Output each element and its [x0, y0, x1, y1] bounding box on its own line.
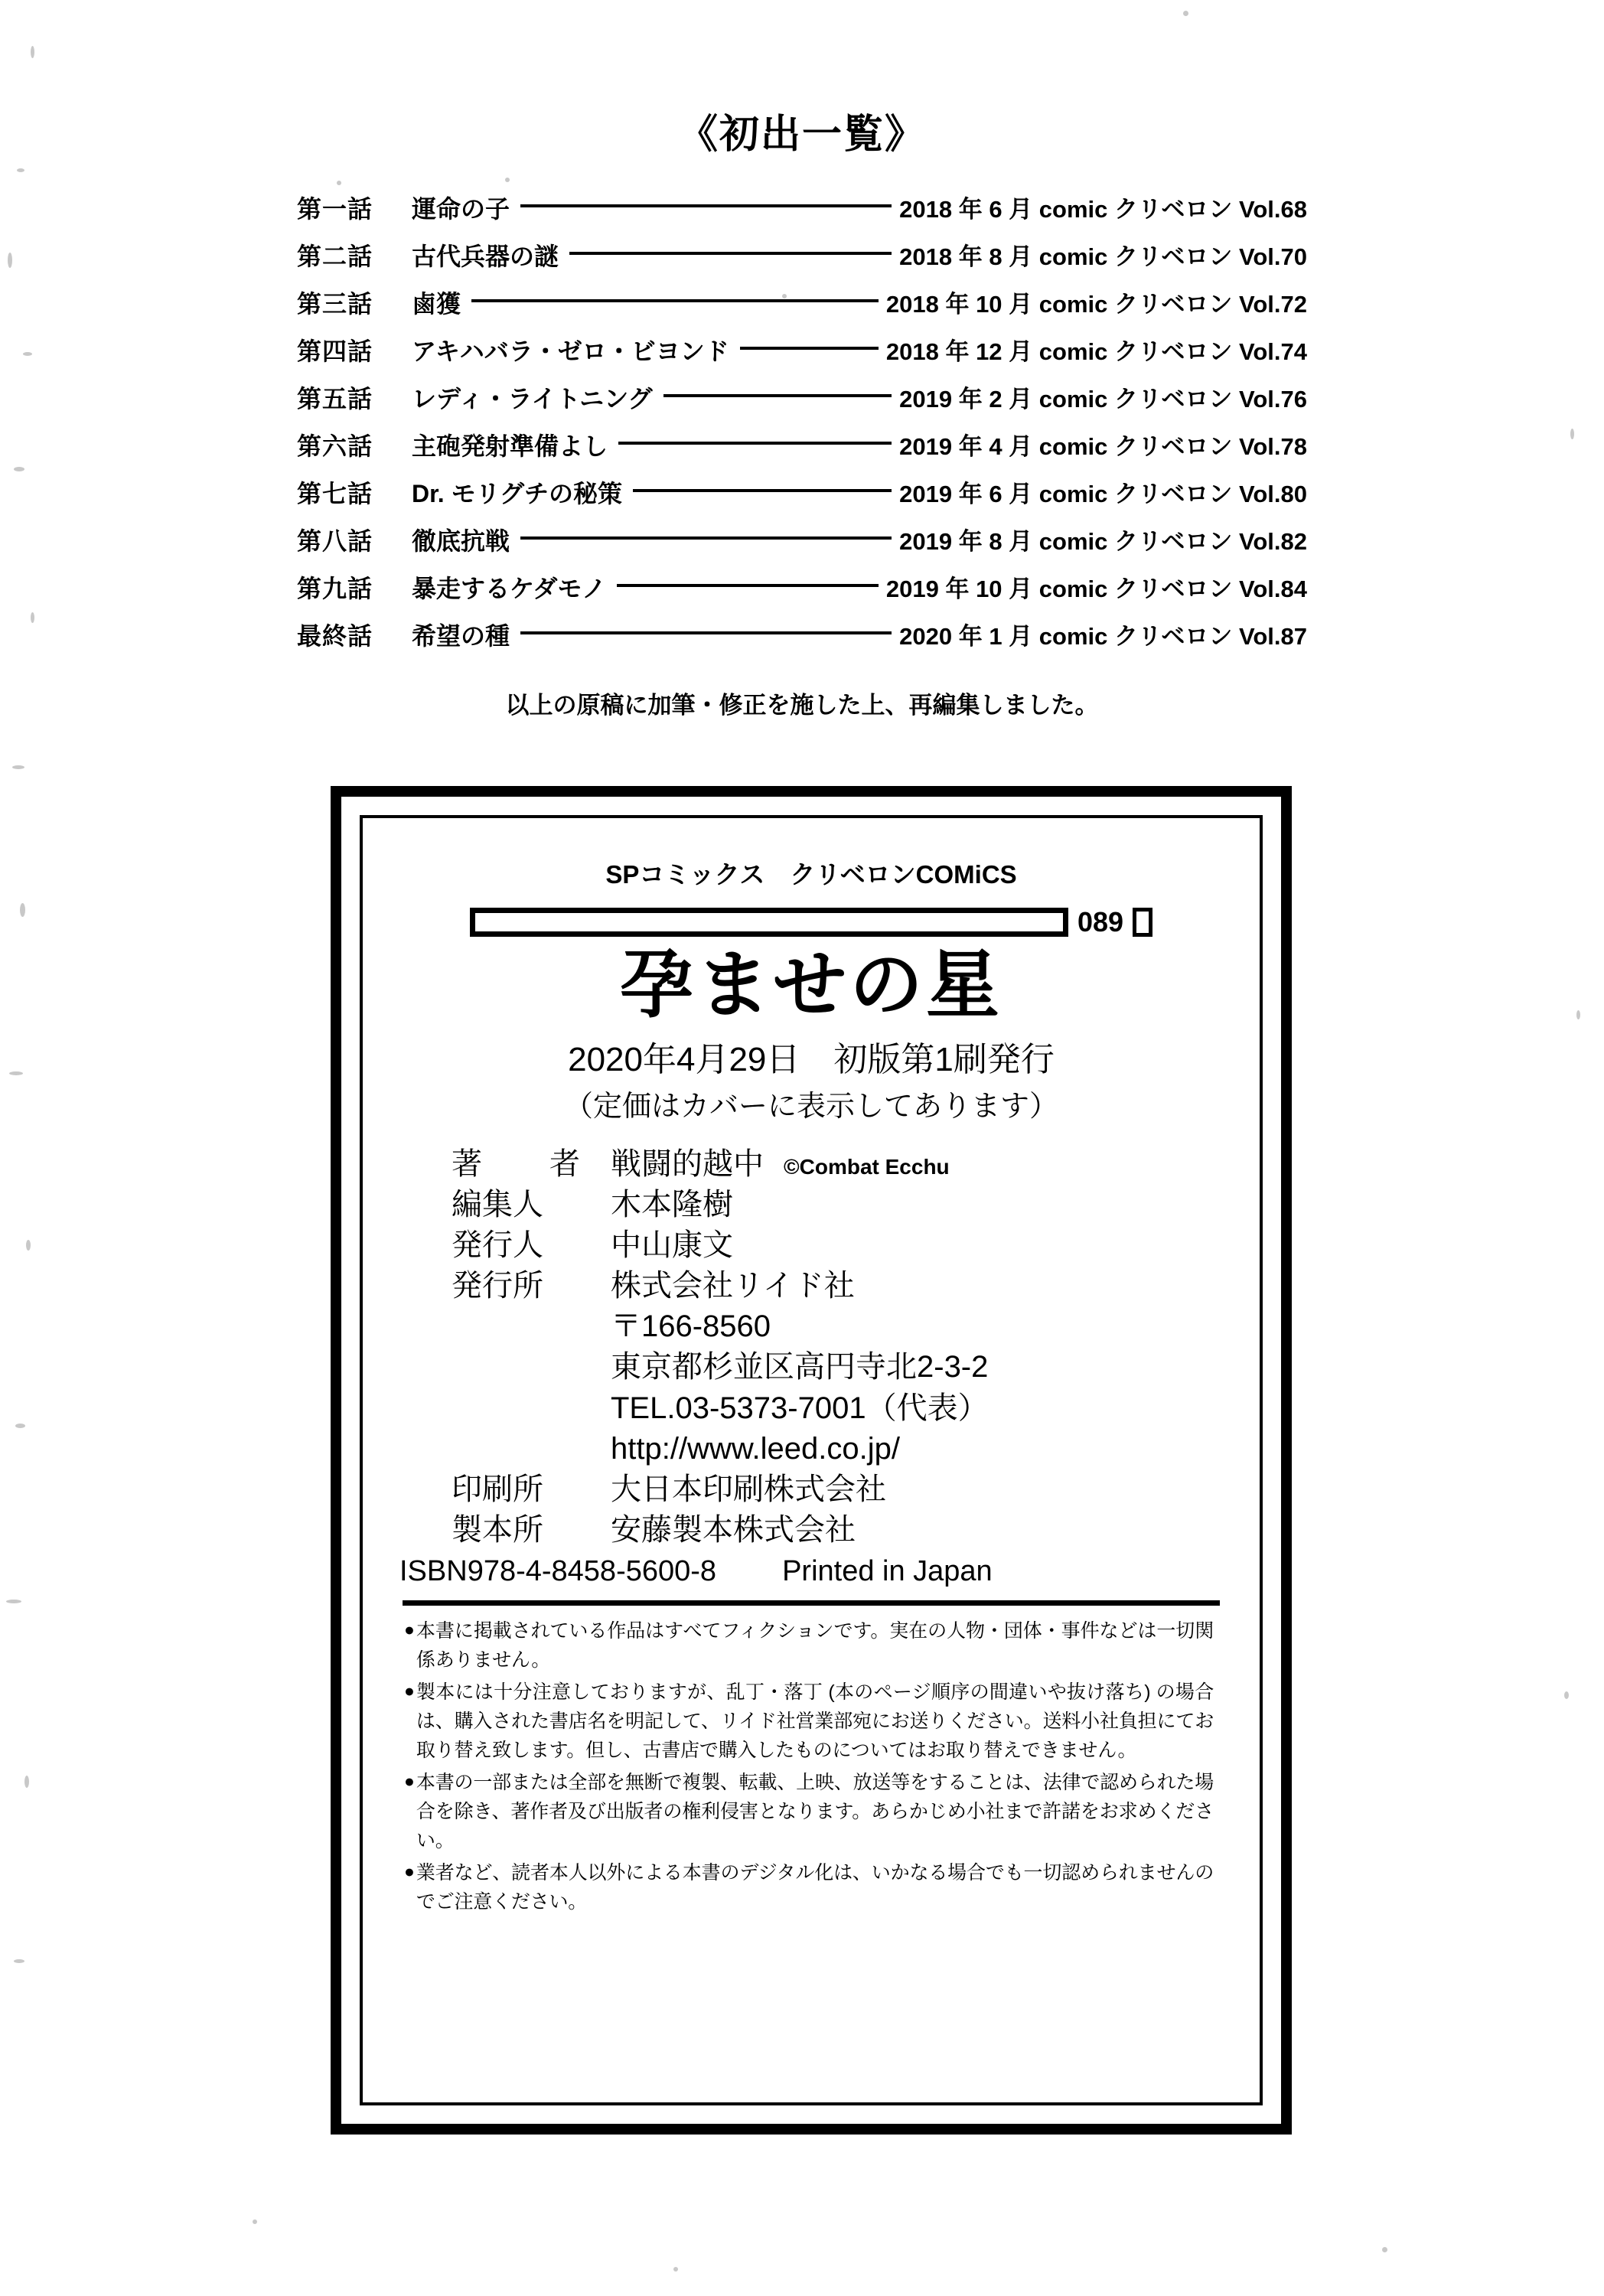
book-title: 孕ませの星 [620, 944, 1002, 1026]
volume-bar [398, 908, 1224, 937]
editing-note: 以上の原稿に加筆・修正を施した上、再編集しました。 [505, 692, 1099, 719]
chapter-source: 2019 年 6 月 comic クリベロン Vol.80 [899, 481, 1307, 507]
chapter-source: 2019 年 10 月 comic クリベロン Vol.84 [885, 576, 1307, 602]
chapter-title: 古代兵器の謎 [412, 243, 559, 270]
volume-bar-rectangle [470, 908, 1068, 937]
credit-label: 発行所 [452, 1269, 543, 1303]
chapter-number: 第五話 [297, 385, 373, 413]
leader-line [617, 572, 886, 597]
notice-text: 本書に掲載されている作品はすべてフィクションです。実在の人物・団体・事件などは一切関係ありません。 [416, 1620, 1214, 1671]
scan-speck [31, 46, 34, 58]
scan-speck [1183, 11, 1188, 16]
scan-speck [1570, 429, 1574, 439]
chapter-source: 2018 年 10 月 comic クリベロン Vol.72 [885, 291, 1307, 318]
chapter-title: 徹底抗戦 [412, 527, 510, 555]
chapter-title: Dr. モリグチの秘策 [412, 480, 622, 507]
publisher-address: 東京都杉並区高円寺北2-3-2 [611, 1350, 989, 1384]
credit-row-publisher [452, 1266, 1224, 1306]
colophon-inner-border [360, 815, 1263, 2105]
credit-label: 編集人 [452, 1187, 543, 1221]
chapter-source: 2019 年 4 月 comic クリベロン Vol.78 [899, 433, 1307, 460]
leader-line [569, 240, 899, 265]
chapter-number: 最終話 [297, 622, 373, 650]
chapter-source: 2019 年 2 月 comic クリベロン Vol.76 [899, 386, 1307, 413]
credit-value: 大日本印刷株式会社 [611, 1473, 886, 1507]
printed-in-japan: Printed in Japan [782, 1555, 993, 1588]
price-note: （定価はカバーに表示してあります） [563, 1090, 1058, 1123]
credit-label: 印刷所 [452, 1473, 543, 1507]
publication-date: 2020年4月29日 初版第1刷発行 [568, 1040, 1055, 1078]
scan-speck [1564, 1691, 1569, 1699]
scan-speck [23, 352, 32, 356]
chapter-row [297, 617, 1307, 664]
bullet-icon: ● [404, 1619, 415, 1640]
notice-item [404, 1616, 1214, 1675]
credit-label: 製本所 [452, 1513, 543, 1548]
scan-speck [9, 1071, 23, 1075]
imprint-line: SPコミックス クリベロンCOMiCS [605, 860, 1017, 889]
first-appearance-heading: 《初出一覧》 [677, 113, 926, 157]
leader-line [663, 383, 900, 407]
scan-speck [505, 178, 510, 182]
credit-row-editor [452, 1185, 1224, 1225]
scan-speck [673, 2267, 678, 2272]
chapter-row [297, 190, 1307, 237]
scan-speck [1576, 1010, 1580, 1019]
notices-block [398, 1616, 1224, 1916]
chapter-title: アキハバラ・ゼロ・ビヨンド [412, 338, 729, 365]
chapter-number: 第二話 [297, 243, 373, 270]
scan-speck [12, 765, 24, 769]
credit-row-binder [452, 1510, 1224, 1551]
chapter-title: 運命の子 [412, 195, 510, 223]
chapter-title: 暴走するケダモノ [412, 575, 607, 602]
scan-speck [6, 1600, 21, 1603]
chapter-title: 鹵獲 [412, 290, 461, 318]
scan-speck [337, 181, 341, 185]
leader-line [520, 620, 899, 644]
volume-bar-square [1133, 908, 1152, 937]
chapter-number: 第七話 [297, 480, 373, 507]
credit-row-author [452, 1144, 1224, 1185]
notice-item [404, 1678, 1214, 1765]
scan-speck [15, 1424, 25, 1428]
publisher-website-url[interactable]: http://www.leed.co.jp/ [611, 1431, 900, 1466]
scan-speck [1382, 2247, 1387, 2252]
notice-text: 製本には十分注意しておりますが、乱丁・落丁 (本のページ順序の間違いや抜け落ち) の場合は、購入された書店名を明記して、リイド社営業部宛にお送りください。送料小社負担にてお取り替え致します。但し、古書店で購入したものについてはお取り替えできません。 [416, 1681, 1214, 1762]
chapter-row [297, 285, 1307, 332]
scan-speck [782, 294, 787, 298]
credit-value: 戦闘的越中 [611, 1146, 764, 1181]
chapter-number: 第六話 [297, 432, 373, 460]
leader-line [618, 430, 899, 455]
chapter-row [297, 522, 1307, 569]
publisher-telephone: TEL.03-5373-7001（代表） [611, 1391, 989, 1425]
leader-line [471, 288, 886, 312]
publisher-postal-code: 〒166-8560 [611, 1309, 771, 1344]
credit-value: 株式会社リイド社 [611, 1269, 855, 1303]
credit-value: 木本隆樹 [611, 1187, 733, 1221]
colophon-box [331, 786, 1292, 2135]
chapter-source: 2018 年 6 月 comic クリベロン Vol.68 [899, 196, 1307, 223]
scan-speck [20, 903, 25, 917]
scan-speck [17, 168, 24, 172]
credit-row-printer [452, 1469, 1224, 1510]
copyright-notice: ©Combat Ecchu [784, 1154, 950, 1179]
leader-line [740, 335, 886, 360]
notice-item [404, 1768, 1214, 1855]
chapter-row [297, 569, 1307, 617]
chapter-number: 第九話 [297, 575, 373, 602]
scan-speck [14, 467, 24, 471]
bullet-icon: ● [404, 1861, 415, 1882]
bullet-icon: ● [404, 1681, 415, 1701]
chapter-row [297, 380, 1307, 427]
notice-text: 業者など、読者本人以外による本書のデジタル化は、いかなる場合でも一切認められませんのでご注意ください。 [416, 1862, 1214, 1913]
chapter-number: 第三話 [297, 290, 373, 318]
credits-block [398, 1144, 1224, 1551]
notice-text: 本書の一部または全部を無断で複製、転載、上映、放送等をすることは、法律で認められた場合を除き、著作者及び出版者の権利侵害となります。あらかじめ小社まで許諾をお求めください。 [416, 1772, 1214, 1852]
credit-row-publisher-person [452, 1225, 1224, 1266]
chapter-title: レディ・ライトニング [412, 385, 653, 413]
credit-label: 著 者 [452, 1146, 598, 1181]
horizontal-divider [403, 1600, 1220, 1606]
scan-speck [31, 612, 34, 623]
chapter-number: 第四話 [297, 338, 373, 365]
credit-value: 中山康文 [611, 1228, 733, 1262]
credit-value: 安藤製本株式会社 [611, 1513, 856, 1548]
leader-line [520, 193, 899, 217]
chapter-source: 2018 年 12 月 comic クリベロン Vol.74 [885, 338, 1307, 365]
scan-speck [26, 1240, 31, 1251]
volume-number: 089 [1077, 906, 1124, 938]
isbn-row [398, 1555, 1224, 1588]
chapter-source: 2019 年 8 月 comic クリベロン Vol.82 [899, 528, 1307, 555]
scan-speck [24, 1776, 29, 1788]
chapter-title: 主砲発射準備よし [412, 432, 608, 460]
scan-speck [8, 253, 12, 268]
first-appearance-section [0, 115, 1604, 720]
chapter-title: 希望の種 [412, 622, 510, 650]
isbn-code: ISBN978-4-8458-5600-8 [399, 1555, 717, 1588]
chapter-source: 2020 年 1 月 comic クリベロン Vol.87 [899, 623, 1307, 650]
chapter-row [297, 475, 1307, 522]
scan-speck [253, 2219, 257, 2224]
leader-line [520, 525, 899, 550]
chapter-source: 2018 年 8 月 comic クリベロン Vol.70 [899, 243, 1307, 270]
credit-label: 発行人 [452, 1228, 543, 1262]
chapter-row [297, 332, 1307, 380]
bullet-icon: ● [404, 1771, 415, 1792]
chapter-row [297, 237, 1307, 285]
leader-line [633, 478, 899, 502]
first-appearance-list [297, 190, 1307, 664]
scan-speck [14, 1959, 24, 1963]
chapter-row [297, 427, 1307, 475]
chapter-number: 第一話 [297, 195, 373, 223]
chapter-number: 第八話 [297, 527, 373, 555]
notice-item [404, 1858, 1214, 1916]
